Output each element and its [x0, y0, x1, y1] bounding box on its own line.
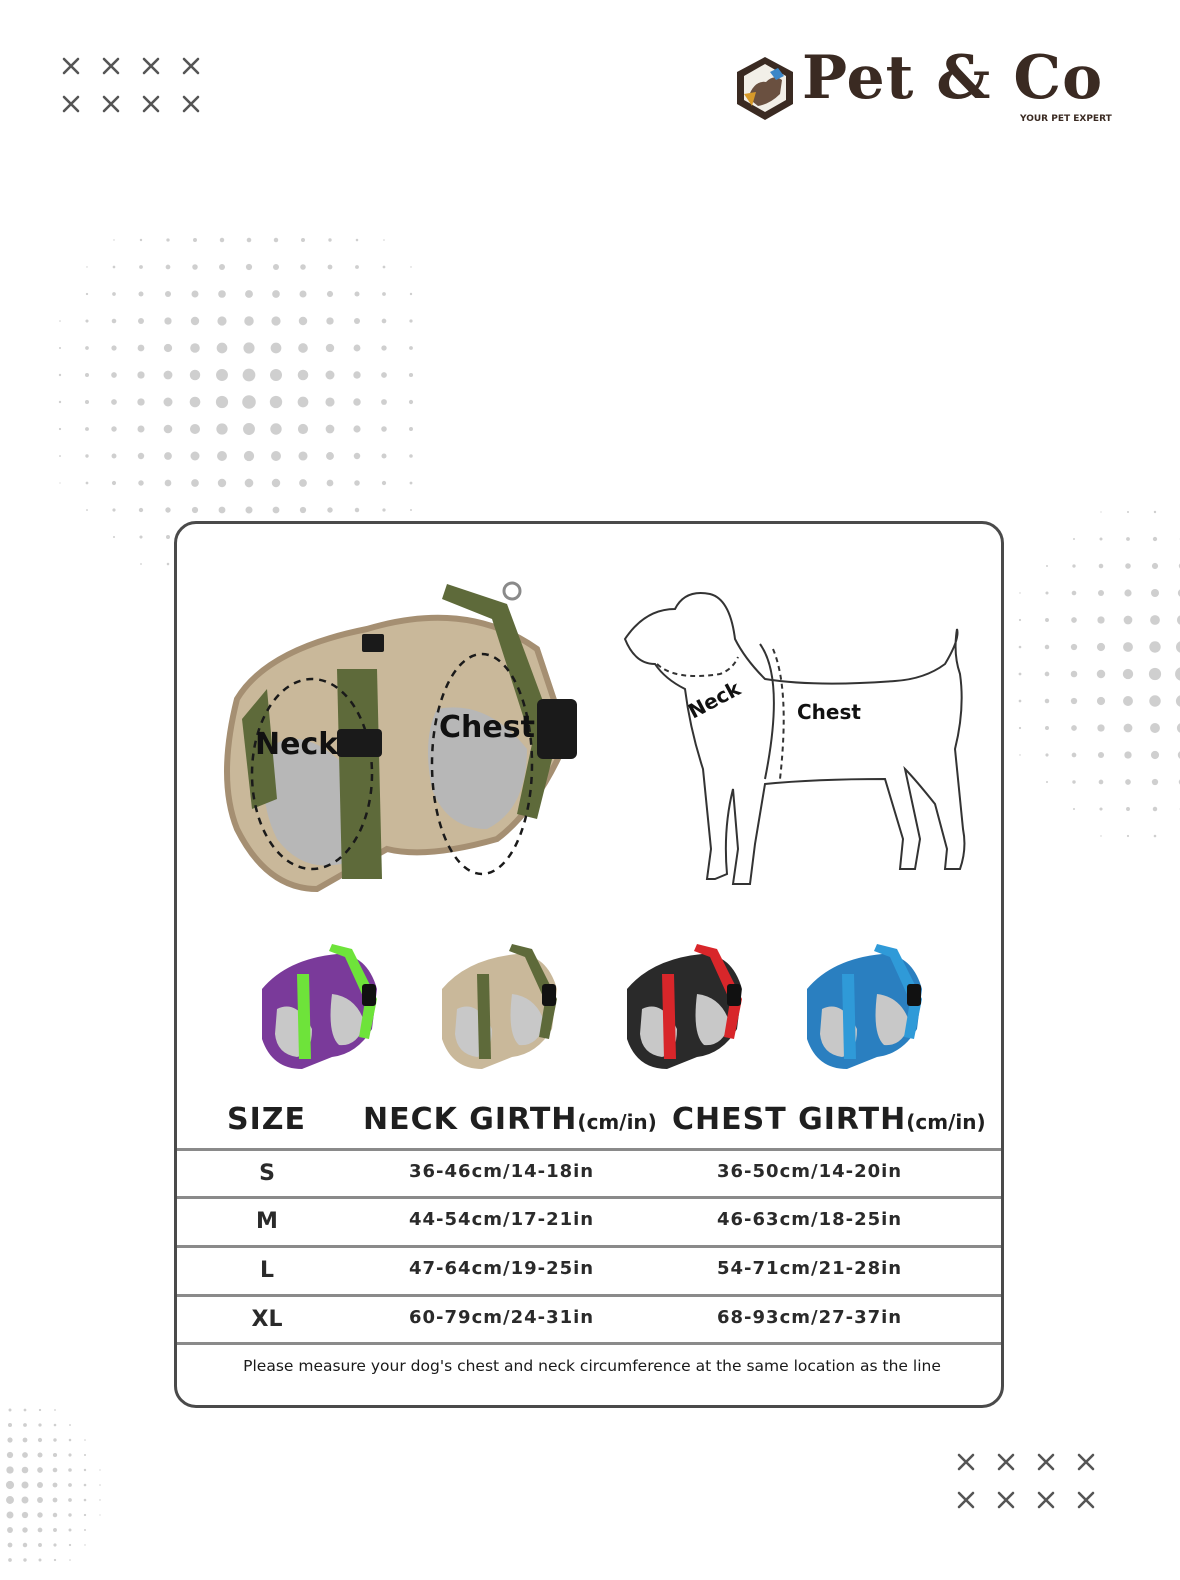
color-options — [247, 939, 967, 1089]
chest-girth-cell: 54-71cm/21-28in — [717, 1258, 903, 1279]
neck-girth-column-header: NECK GIRTH(cm/in) — [363, 1102, 657, 1137]
brand-tagline: YOUR PET EXPERT — [1020, 114, 1112, 124]
brand-header[interactable] — [730, 43, 1112, 132]
dog-neck-label: Neck — [684, 676, 745, 724]
size-guide-card — [174, 521, 1004, 1408]
neck-girth-cell: 44-54cm/17-21in — [409, 1209, 595, 1230]
size-cell: XL — [251, 1307, 283, 1332]
table-row — [177, 1245, 1004, 1296]
chest-girth-cell: 68-93cm/27-37in — [717, 1307, 903, 1328]
harness-illustration — [207, 579, 607, 909]
size-cell: M — [256, 1209, 278, 1234]
harness-color-option-khaki-olive[interactable] — [427, 939, 567, 1079]
neck-girth-cell: 60-79cm/24-31in — [409, 1307, 595, 1328]
table-row — [177, 1294, 1004, 1345]
measurement-note: Please measure your dog's chest and neck circumference at the same location as the line — [177, 1342, 1004, 1375]
decorative-dot-pattern-bottom-left — [0, 1400, 110, 1580]
harness-chest-label: Chest — [439, 710, 535, 745]
decorative-cross-grid-bottom-right — [950, 1448, 1110, 1518]
chest-girth-column-header: CHEST GIRTH(cm/in) — [672, 1102, 986, 1137]
harness-color-option-purple-green[interactable] — [247, 939, 387, 1079]
harness-neck-label: Neck — [255, 727, 339, 762]
chest-girth-cell: 46-63cm/18-25in — [717, 1209, 903, 1230]
neck-girth-cell: 47-64cm/19-25in — [409, 1258, 595, 1279]
harness-color-option-blue[interactable] — [792, 939, 932, 1079]
chest-girth-cell: 36-50cm/14-20in — [717, 1161, 903, 1182]
table-row — [177, 1148, 1004, 1199]
brand-name: Pet & Co — [802, 43, 1104, 113]
harness-color-option-black-red[interactable] — [612, 939, 752, 1079]
size-cell: L — [259, 1258, 275, 1283]
neck-girth-cell: 36-46cm/14-18in — [409, 1161, 595, 1182]
decorative-dot-pattern-right — [1010, 475, 1180, 845]
size-table-header — [177, 1102, 1004, 1148]
pet-hexagon-logo-icon — [730, 54, 800, 124]
dog-chest-label: Chest — [797, 700, 861, 724]
table-row — [177, 1196, 1004, 1247]
dog-measurement-diagram — [615, 569, 985, 899]
size-column-header: SIZE — [227, 1102, 307, 1137]
decorative-cross-grid-top-left — [55, 52, 215, 122]
size-cell: S — [259, 1161, 275, 1186]
